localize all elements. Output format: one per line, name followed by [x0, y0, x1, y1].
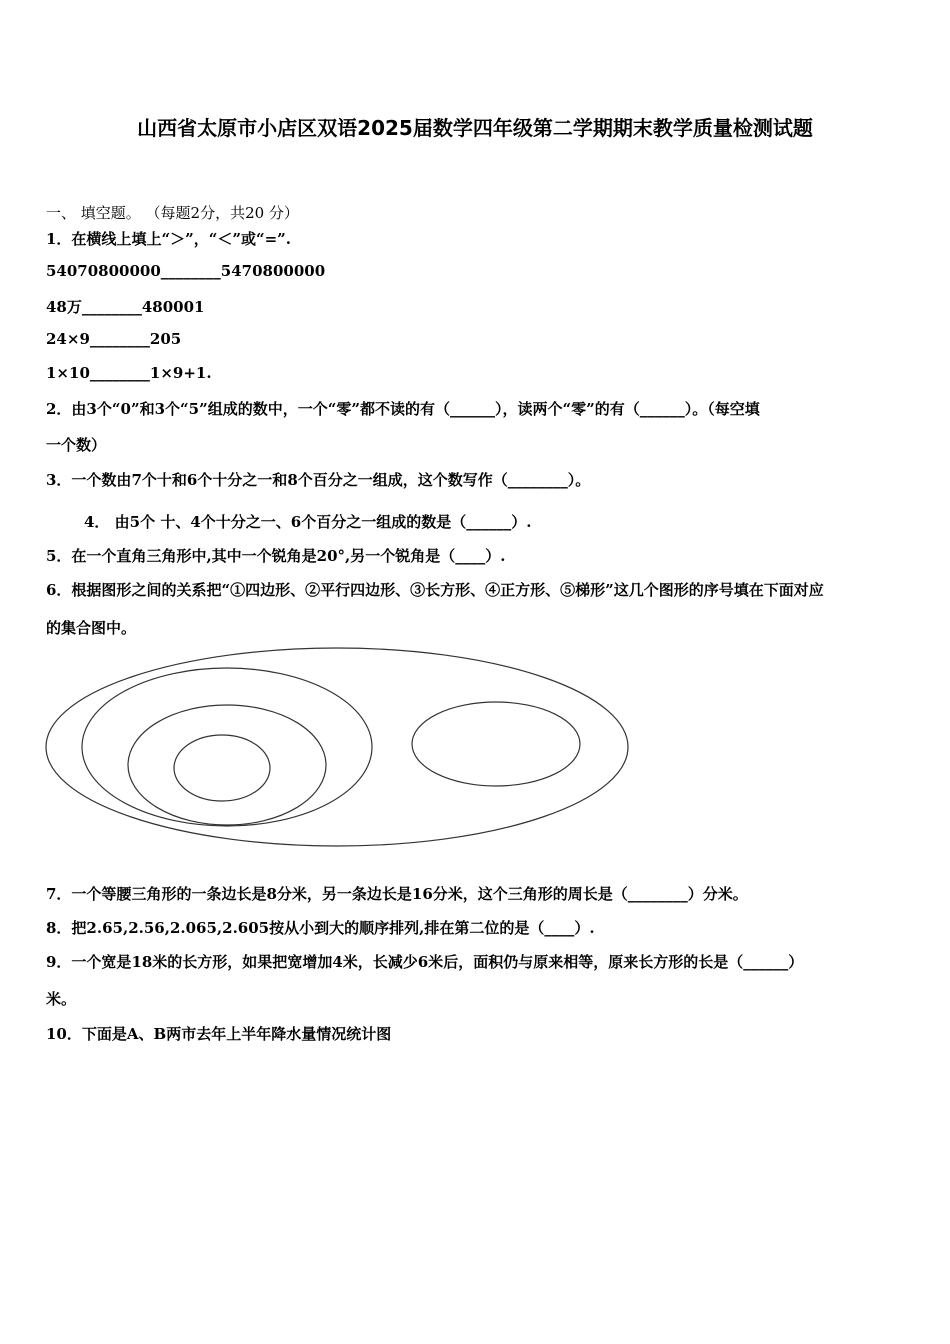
question-6-line2: 的集合图中。: [46, 619, 137, 637]
question-9-line2: 米。: [46, 990, 77, 1008]
question-8: 8．把2.65,2.56,2.065,2.605按从小到大的顺序排列,排在第二位的是（____）.: [46, 919, 595, 937]
question-1-row: 54070800000________5470800000: [46, 262, 326, 280]
question-1-row: 48万________480001: [46, 298, 205, 316]
question-3: 3．一个数由7个十和6个十分之一和8个百分之一组成，这个数写作（________）。: [46, 471, 591, 489]
rectangle-set-ellipse: [128, 705, 326, 825]
set-diagram: [40, 640, 640, 855]
question-9-line1: 9．一个宽是18米的长方形，如果把宽增加4米，长减少6米后，面积仍与原来相等，原来长方形的长是（______）: [46, 953, 804, 971]
section-header: 一、 填空题。 （每题2分，共20 分）: [46, 204, 299, 222]
question-1-row: 24×9________205: [46, 330, 182, 348]
question-7: 7．一个等腰三角形的一条边长是8分米，另一条边长是16分米，这个三角形的周长是（________）分米。: [46, 885, 748, 903]
parallelogram-set-ellipse: [82, 668, 372, 826]
question-2-line1: 2．由3个“0”和3个“5”组成的数中，一个“零”都不读的有（______），读两个“零”的有（______）。（每空填: [46, 400, 760, 418]
question-4: 4． 由5个 十、4个十分之一、6个百分之一组成的数是（______）.: [84, 513, 532, 531]
page-title: 山西省太原市小店区双语2025届数学四年级第二学期期末教学质量检测试题: [137, 116, 813, 140]
question-2-line2: 一个数）: [46, 436, 107, 454]
question-10: 10．下面是A、B两市去年上半年降水量情况统计图: [46, 1025, 392, 1043]
trapezoid-set-ellipse: [412, 702, 580, 786]
question-1-row: 1×10________1×9+1.: [46, 364, 212, 382]
quadrilateral-set-ellipse: [46, 648, 628, 846]
square-set-ellipse: [174, 735, 270, 801]
question-6-line1: 6．根据图形之间的关系把“①四边形、②平行四边形、③长方形、④正方形、⑤梯形”这几个图形的序号填在下面对应: [46, 581, 824, 599]
question-5: 5．在一个直角三角形中,其中一个锐角是20°,另一个锐角是（____）.: [46, 547, 506, 565]
question-1-prompt: 1．在横线上填上“＞”，“＜”或“=”.: [46, 230, 291, 248]
